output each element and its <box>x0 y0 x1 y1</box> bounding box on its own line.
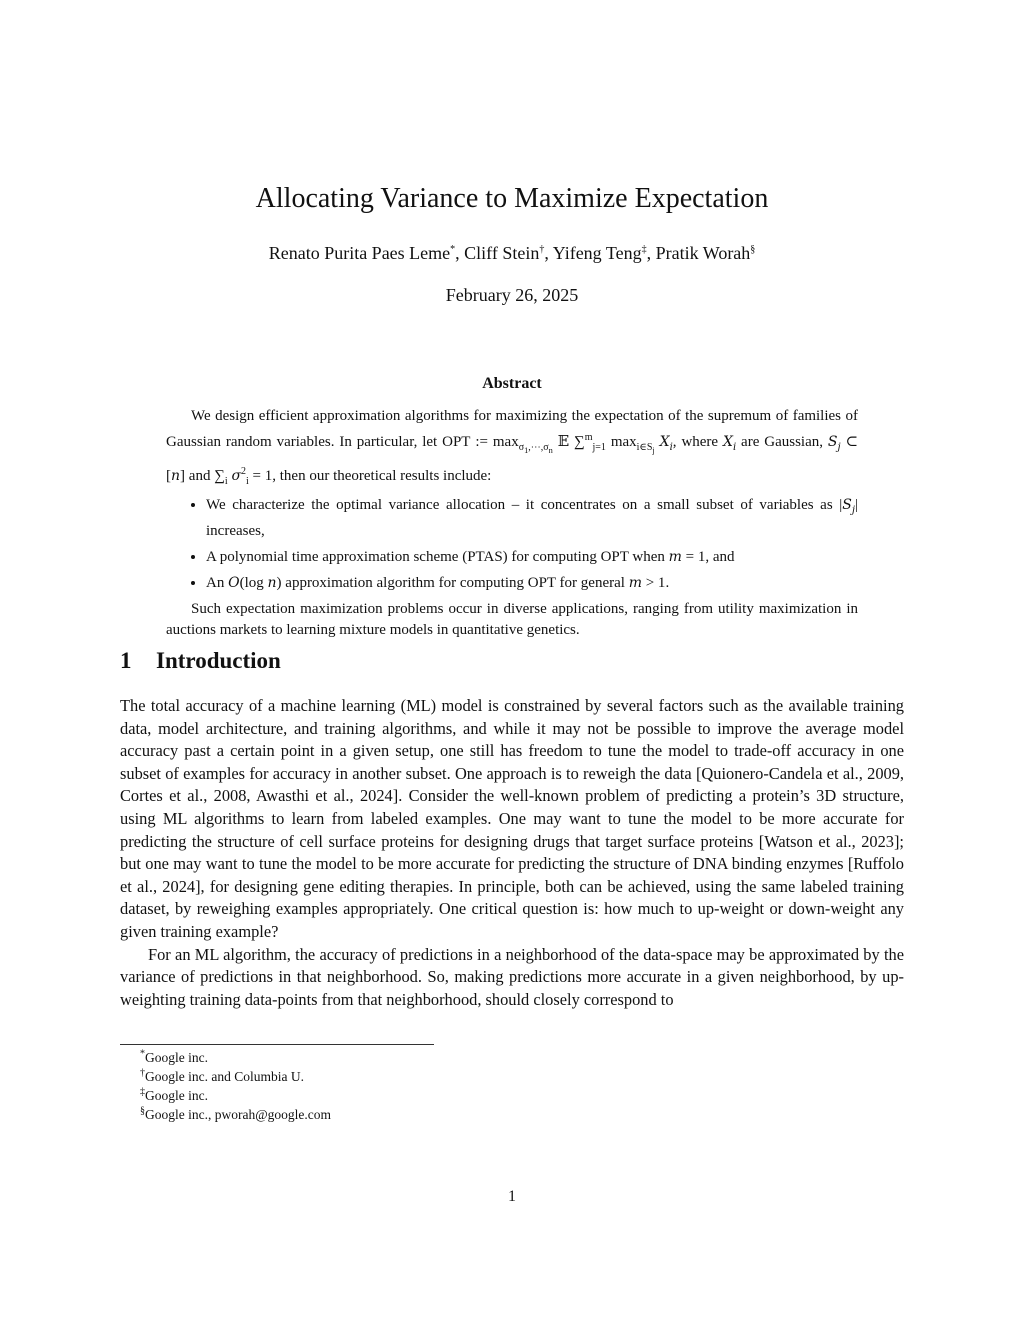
abstract-body <box>166 406 858 641</box>
paper-title: Allocating Variance to Maximize Expectation <box>255 183 769 214</box>
section-title: Introduction <box>156 648 281 673</box>
list-item: • A polynomial time approximation scheme (PTAS) for computing OPT when m = 1, and <box>206 547 858 568</box>
author-footnote-mark: † <box>539 244 545 255</box>
abstract-heading: Abstract <box>482 375 542 392</box>
abstract-result-list <box>166 495 858 594</box>
author-footnote-mark: § <box>750 244 756 255</box>
abstract-closing: Such expectation maximization problems occur in diverse applications, ranging from utility maximization in auctions markets to learning mixture models in quantitative genetics. <box>166 600 858 638</box>
footnote: §Google inc., pworah@google.com <box>140 1105 332 1122</box>
list-item: • We characterize the optimal variance allocation – it concentrates on a small subset of variables as $|S_j|$ increases, <box>206 495 858 542</box>
page-number: 1 <box>508 1188 516 1205</box>
list-item: • An O(log n) approximation algorithm for computing OPT for general m > 1. <box>206 573 858 594</box>
abstract-intro: We design efficient approximation algorithms for maximizing the expectation of the supremum of families of Gaussian random variables. In particular, let OPT := $\max_{\sigma_1,\cdots,\sigma_n}$ 𝔼 ∑$^m_{j=1}$ $\max_{i\in S_j} X_i$, where $X_i$ are Gaussian, $S_j$ ⊂ [n] and $\sum_i$ $\sigma^2_i = 1$, then our theoretical results include: <box>166 408 859 487</box>
author-name: Pratik Worah <box>655 243 751 263</box>
body-paragraph: For an ML algorithm, the accuracy of predictions in a neighborhood of the data-space may be approximated by the variance of predictions in that neighborhood. So, making predictions more accurate in a given neighborhood, by up-weighting training data-points from that neighborhood, should closely correspond to <box>120 944 904 1009</box>
footnote: †Google inc. and Columbia U. <box>140 1067 304 1084</box>
footnote: *Google inc. <box>140 1048 208 1065</box>
author-footnote-mark: * <box>450 244 456 255</box>
author-footnote-mark: ‡ <box>641 244 647 255</box>
paper-date: February 26, 2025 <box>445 285 579 305</box>
section-body <box>120 695 904 1011</box>
section-heading <box>120 648 281 674</box>
footnote-divider <box>120 1044 434 1045</box>
footnote: ‡Google inc. <box>140 1086 208 1103</box>
author-name: Cliff Stein <box>464 243 540 263</box>
section-number: 1 <box>120 648 132 673</box>
author-name: Yifeng Teng <box>552 243 642 263</box>
author-name: Renato Purita Paes Leme <box>268 243 451 263</box>
footnotes <box>140 1048 331 1124</box>
author-list: Renato Purita Paes Leme*, Cliff Stein†, Yifeng Teng‡, Pratik Worah§ <box>268 243 756 263</box>
body-paragraph: The total accuracy of a machine learning (ML) model is constrained by several factors such as the available training data, model architecture, and training algorithms, and while it may not be possible to improve the average model accuracy past a certain point in a given setup, one still has freedom to tune the model to trade-off accuracy in one subset of examples for accuracy in another subset. One approach is to reweigh the data [Quionero-Candela et al., 2009, Cortes et al., 2008, Awasthi et al., 2024]. Consider the well-known problem of predicting a protein’s 3D structure, using ML algorithms to learn from labeled examples. One may want to tune the model to be more accurate for predicting the structure of cell surface proteins for designing drugs that target surface proteins [Watson et al., 2023]; but one may want to tune the model to be more accurate for predicting the structure of DNA binding enzymes [Ruffolo et al., 2024], for designing gene editing therapies. In principle, both can be achieved, using the same labeled training dataset, by reweighing examples appropriately. One critical question is: how much to up-weight or down-weight any given training example? <box>120 696 904 941</box>
